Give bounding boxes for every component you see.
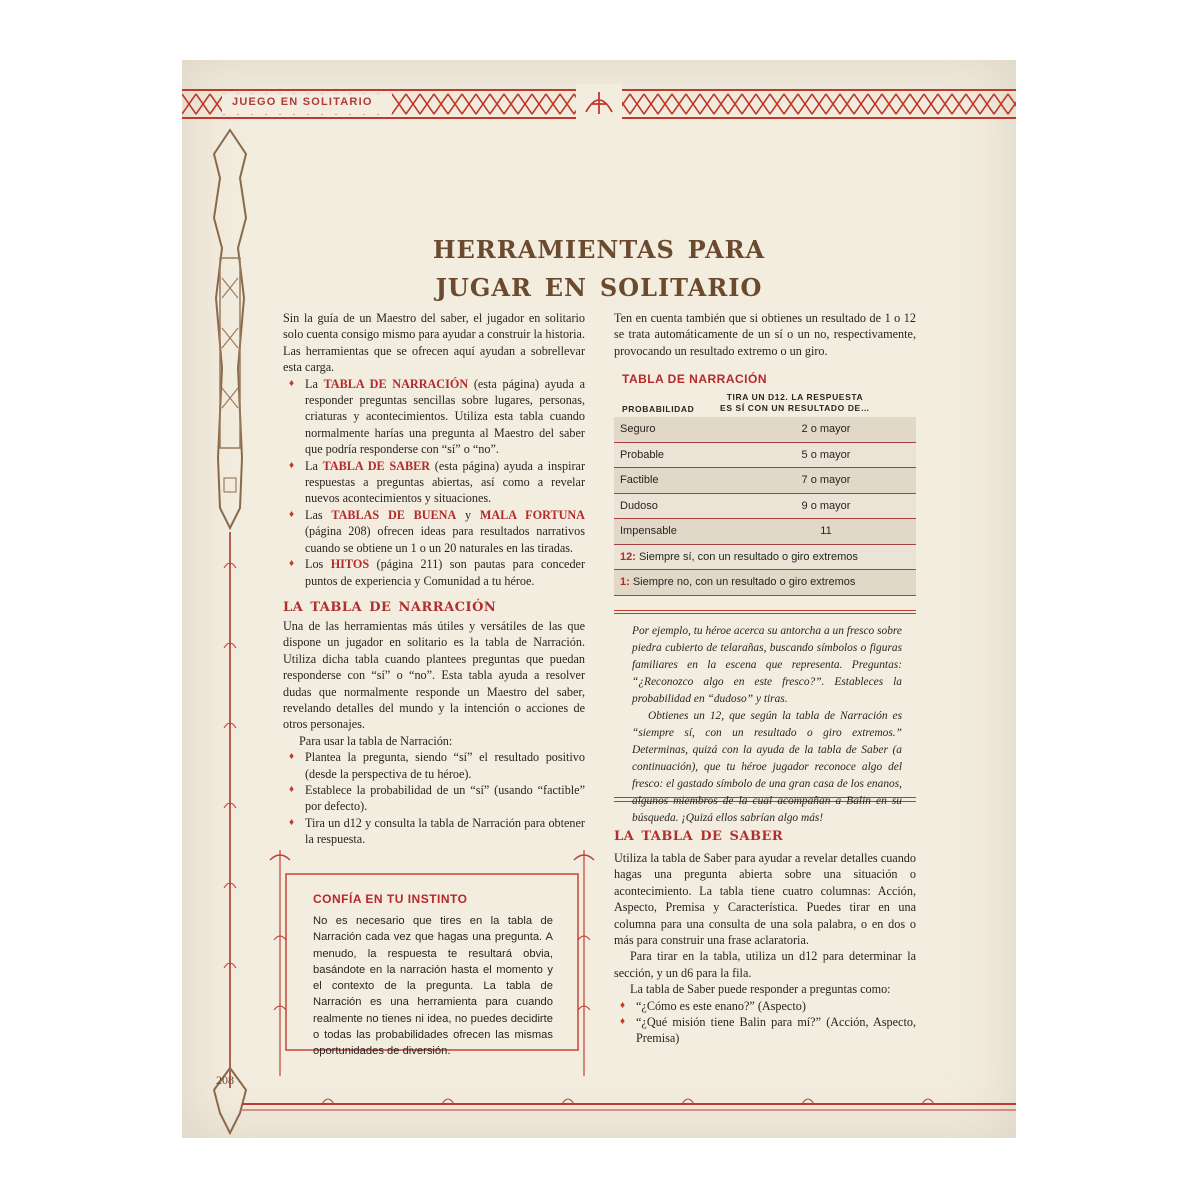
example-box-inner-top [614, 613, 916, 614]
narracion-steps-intro: Para usar la tabla de Narración: [299, 733, 453, 748]
narracion-steps [283, 749, 585, 847]
row-result: 5 o mayor [736, 442, 916, 468]
link-tabla-saber[interactable]: TABLA DE SABER [322, 458, 431, 473]
link-tablas-buena[interactable]: TABLAS DE BUENA [331, 507, 457, 522]
saber-section [614, 850, 916, 1047]
narracion-paragraph: Una de las herramientas más útiles y versátiles de las que dispone un jugador en solitario es la tabla de Narración. Utiliza dicha tabla cuando plantees preguntas que puedan responderse con “sí” o “no”. Esta tabla ayuda a resolver dudas que normalmente responde un Maestro del saber, revelando detalles del mundo y la intención o acciones de otros personajes. [283, 619, 585, 732]
list-item: ♦ “¿Cómo es este enano?” (Aspecto) [614, 998, 916, 1014]
table-row [614, 417, 916, 442]
left-column [283, 310, 585, 589]
bottom-border-ornament [242, 1092, 1016, 1122]
example-text [632, 623, 902, 827]
narracion-heading: la tabla de narración [283, 594, 497, 616]
row-probability: Probable [614, 442, 736, 468]
example-paragraph-1: Por ejemplo, tu héroe acerca su antorcha a un fresco sobre piedra cubierto de telarañas, buscando símbolos o figuras familiares en la escena que representa. Preguntas: “¿Reconozco algo en este fresco?”. Estableces la probabilidad en “dudoso” y tiras. [632, 625, 902, 705]
list-item: ♦ La TABLA DE SABER (esta página) ayuda a inspirar respuestas a preguntas abiertas, así como a revelar nuevos acontecimientos y situaciones. [283, 458, 585, 507]
narracion-section [283, 618, 585, 848]
section-label: JUEGO EN SOLITARIO [232, 96, 373, 108]
table-row [614, 442, 916, 468]
link-hitos[interactable]: HITOS [330, 557, 370, 572]
row-probability: Impensable [614, 519, 736, 545]
link-tabla-narracion[interactable]: TABLA DE NARRACIÓN [323, 376, 469, 391]
list-item: ♦ Los HITOS (página 211) son pautas para conceder puntos de experiencia y Comunidad a tu héroe. [283, 556, 585, 589]
list-item: ♦ Las TABLAS DE BUENA y MALA FORTUNA (página 208) ofrecen ideas para resultados narrativos cuando se obtiene un 1 o un 20 naturales en las tiradas. [283, 507, 585, 556]
row-extreme-no: 1: Siempre no, con un resultado o giro extremos [614, 570, 916, 596]
narracion-table-title: TABLA DE NARRACIÓN [622, 372, 767, 386]
saber-paragraph-2: Para tirar en la tabla, utiliza un d12 para determinar la sección, y un d6 para la fila. [614, 949, 916, 980]
saber-heading: la tabla de saber [614, 823, 784, 845]
narracion-table [614, 391, 916, 596]
title-line-1: herramientas para [432, 227, 766, 267]
table-row [614, 544, 916, 570]
row-probability: Factible [614, 468, 736, 494]
row-result: 9 o mayor [736, 493, 916, 519]
table-header [614, 391, 916, 417]
list-item: ♦ Establece la probabilidad de un “sí” (usando “factible” por defecto). [283, 782, 585, 815]
col-resultado-b: ES SÍ CON UN RESULTADO DE… [720, 403, 870, 413]
instinct-title: CONFÍA EN TU INSTINTO [313, 892, 468, 906]
saber-paragraph-1: Utiliza la tabla de Saber para ayudar a revelar detalles cuando hagas una pregunta abierta sobre una situación o acontecimiento. La tabla tiene cuatro columnas: Acción, Aspecto, Premisa y Característica. Puedes tirar en una columna para una consulta de una sola palabra, o en dos o más para construir una frase aclaratoria. [614, 851, 916, 948]
row-extreme-yes: 12: Siempre sí, con un resultado o giro extremos [614, 544, 916, 570]
table-row [614, 468, 916, 494]
right-intro: Ten en cuenta también que si obtienes un resultado de 1 o 12 se trata automáticamente de un sí o un no, respectivamente, provocando un resultado extremo o un giro. [614, 311, 916, 358]
book-page [182, 60, 1016, 1138]
narracion-rows [614, 417, 916, 596]
example-paragraph-2: Obtienes un 12, que según la tabla de Narración es “siempre sí, con un resultado o giro extremos.” Determinas, quizá con la ayuda de la tabla de Saber (a continuación), que tu héroe jugador reconoce algo del fresco: el gastado símbolo de una gran casa de los enanos, algunos miembros de la cual acompañan a Balin en su búsqueda. ¡Quizá ellos sabrían algo más! [632, 710, 902, 824]
tools-list [283, 376, 585, 589]
title-line-2: jugar en solitario [435, 265, 763, 305]
col-probabilidad: PROBABILIDAD [622, 404, 695, 414]
table-row [614, 519, 916, 545]
row-probability: Dudoso [614, 493, 736, 519]
list-item: ♦ La TABLA DE NARRACIÓN (esta página) ayuda a responder preguntas sencillas sobre lugares, personas, criaturas y acontecimientos. Utiliza esta tabla cuando normalmente harías una pregunta al Maestro del saber que podría responderse con “sí” o “no”. [283, 376, 585, 458]
saber-questions [614, 998, 916, 1047]
row-probability: Seguro [614, 417, 736, 442]
table-row [614, 493, 916, 519]
row-result: 11 [736, 519, 916, 545]
row-result: 2 o mayor [736, 417, 916, 442]
saber-paragraph-3: La tabla de Saber puede responder a preguntas como: [630, 982, 891, 997]
list-item: ♦ Plantea la pregunta, siendo “sí” el resultado positivo (desde la perspectiva de tu héroe). [283, 749, 585, 782]
page-number: 208 [216, 1073, 234, 1087]
instinct-text: No es necesario que tires en la tabla de Narración cada vez que hagas una pregunta. A menudo, la respuesta te resultará obvia, basándote en la narración hasta el momento y el contexto de la pregunta. La tabla de Narración es una herramienta para cuando realmente no tienes ni idea, no puedes decidirte o todas las probabilidades ofrecen las mismas oportunidades de diversión. [313, 915, 553, 1058]
col-resultado-a: TIRA UN D12. LA RESPUESTA [726, 392, 864, 402]
row-result: 7 o mayor [736, 468, 916, 494]
list-item: ♦ “¿Qué misión tiene Balin para mí?” (Acción, Aspecto, Premisa) [614, 1014, 916, 1047]
page-title [182, 228, 1016, 304]
table-row [614, 570, 916, 596]
intro-paragraph: Sin la guía de un Maestro del saber, el jugador en solitario solo cuenta consigo mismo para ayudar a construir la historia. Las herramientas que se ofrecen aquí ayudan a sobrellevar esta carga. [283, 311, 585, 375]
link-mala-fortuna[interactable]: MALA FORTUNA [479, 507, 585, 522]
list-item: ♦ Tira un d12 y consulta la tabla de Narración para obtener la respuesta. [283, 815, 585, 848]
